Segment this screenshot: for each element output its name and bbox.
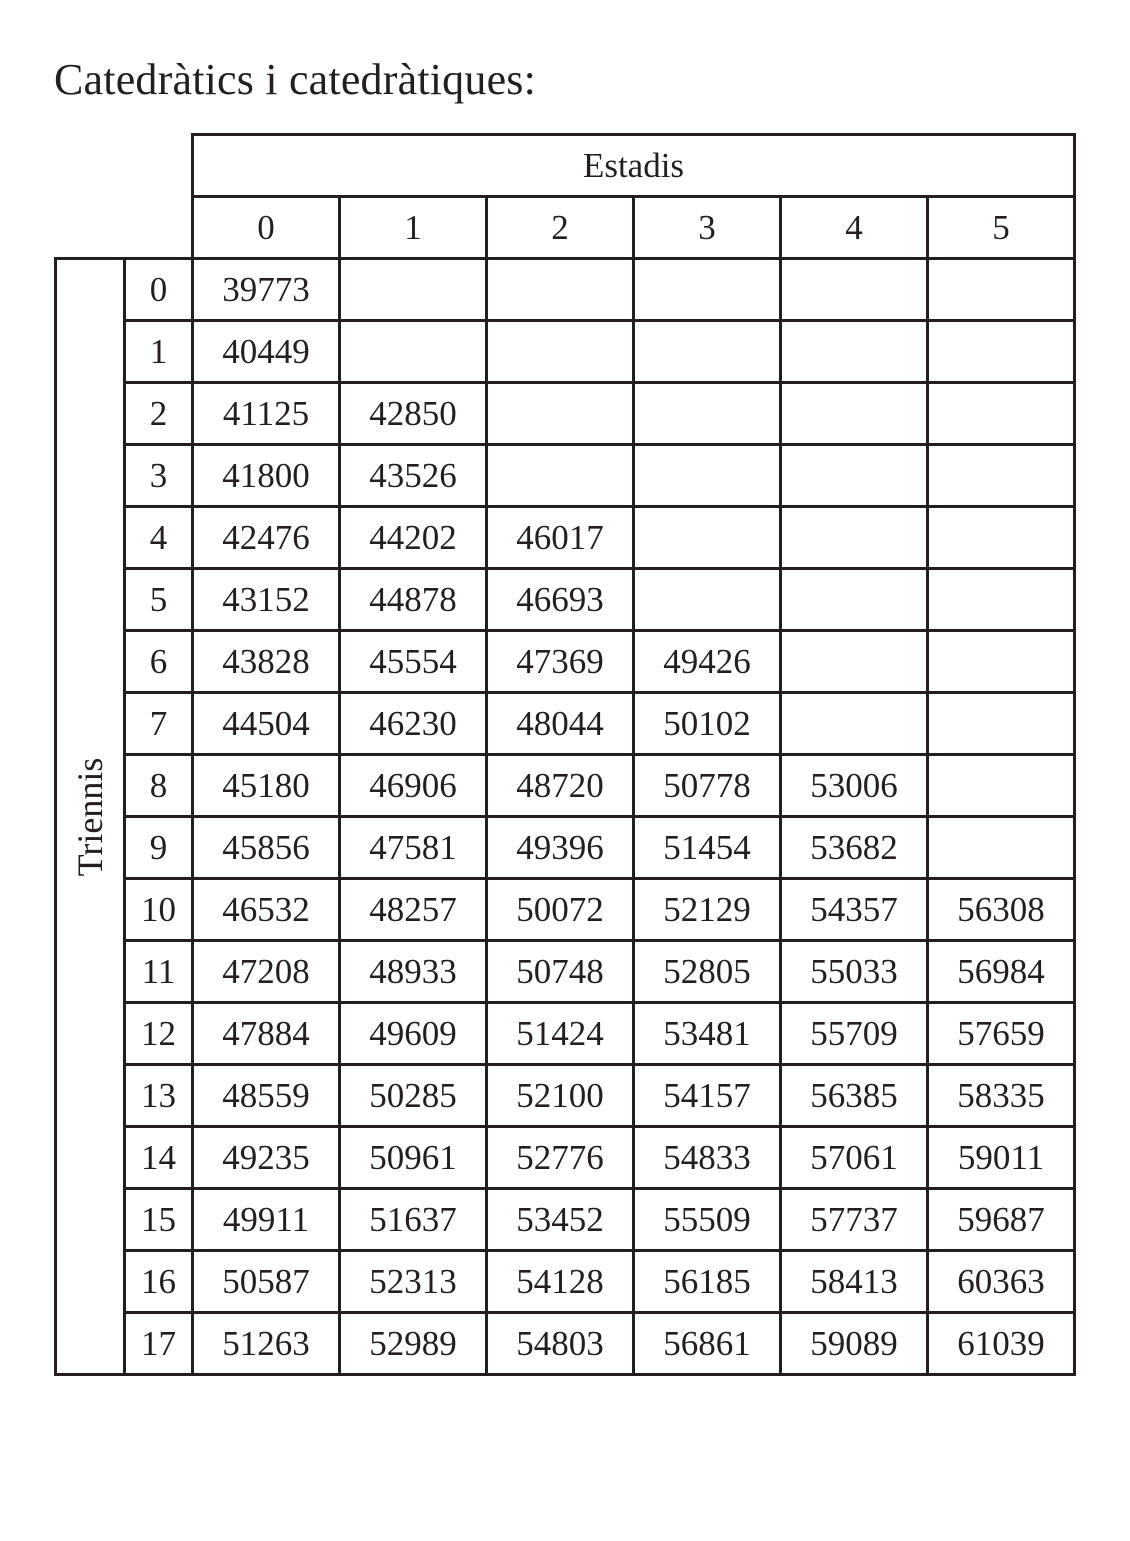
table-cell [487,321,634,383]
table-cell: 49426 [634,631,781,693]
col-group-header: Estadis [193,135,1075,197]
table-cell: 48720 [487,755,634,817]
table-row [56,445,1075,507]
table-cell: 56861 [634,1313,781,1375]
table-cell: 54803 [487,1313,634,1375]
table-cell: 44202 [340,507,487,569]
table-cell: 60363 [928,1251,1075,1313]
row-header: 9 [125,817,193,879]
table-cell: 50072 [487,879,634,941]
table-cell [781,569,928,631]
table-row [56,755,1075,817]
table-row [56,321,1075,383]
table-cell: 46230 [340,693,487,755]
row-header: 14 [125,1127,193,1189]
row-header: 0 [125,259,193,321]
table-cell: 46532 [193,879,340,941]
table-cell: 48044 [487,693,634,755]
column-header: 1 [340,197,487,259]
column-header: 3 [634,197,781,259]
page-title: Catedràtics i catedràtiques: [54,55,537,104]
row-header: 10 [125,879,193,941]
row-header: 5 [125,569,193,631]
table-cell [781,259,928,321]
table-cell [340,321,487,383]
table-cell: 50961 [340,1127,487,1189]
table-cell: 50778 [634,755,781,817]
row-header: 1 [125,321,193,383]
table-cell [928,383,1075,445]
table-cell: 41125 [193,383,340,445]
table-cell: 51454 [634,817,781,879]
table-cell: 56385 [781,1065,928,1127]
table-cell: 52313 [340,1251,487,1313]
table-row [56,383,1075,445]
table-cell: 53452 [487,1189,634,1251]
row-header: 12 [125,1003,193,1065]
table-cell: 52129 [634,879,781,941]
table-cell: 46906 [340,755,487,817]
table-cell: 54157 [634,1065,781,1127]
table-cell: 61039 [928,1313,1075,1375]
table-row [56,1313,1075,1375]
table-cell [487,383,634,445]
row-header: 16 [125,1251,193,1313]
table-row [56,507,1075,569]
table-cell: 42476 [193,507,340,569]
row-header: 8 [125,755,193,817]
table-cell: 48257 [340,879,487,941]
table-cell: 55709 [781,1003,928,1065]
table-cell: 56308 [928,879,1075,941]
row-header: 11 [125,941,193,1003]
table-cell: 58413 [781,1251,928,1313]
table-cell [487,259,634,321]
column-header: 5 [928,197,1075,259]
table-cell: 43152 [193,569,340,631]
table-cell [928,631,1075,693]
table-cell [634,383,781,445]
table-row [56,1189,1075,1251]
table-row [56,693,1075,755]
table-cell: 56984 [928,941,1075,1003]
table-cell [634,259,781,321]
table-cell: 59687 [928,1189,1075,1251]
row-header: 15 [125,1189,193,1251]
corner-blank [56,135,193,197]
table-cell [634,445,781,507]
table-cell [781,445,928,507]
column-header: 0 [193,197,340,259]
table-cell: 50285 [340,1065,487,1127]
table-row [56,569,1075,631]
row-group-header [56,259,125,1375]
table-cell: 45856 [193,817,340,879]
header-row-columns [56,197,1075,259]
table-cell: 51424 [487,1003,634,1065]
table-cell: 53481 [634,1003,781,1065]
table-cell [781,383,928,445]
table-cell: 57061 [781,1127,928,1189]
table-row [56,817,1075,879]
table-cell: 54128 [487,1251,634,1313]
table-cell: 50587 [193,1251,340,1313]
table-cell: 48559 [193,1065,340,1127]
table-cell [634,321,781,383]
table-cell [928,445,1075,507]
table-cell [634,569,781,631]
table-cell: 49396 [487,817,634,879]
table-cell [634,507,781,569]
table-cell [781,321,928,383]
table-cell: 46693 [487,569,634,631]
table-cell [928,259,1075,321]
row-header: 4 [125,507,193,569]
table-cell: 53006 [781,755,928,817]
table-cell: 59089 [781,1313,928,1375]
table-cell: 40449 [193,321,340,383]
table-row [56,1065,1075,1127]
table-cell: 49911 [193,1189,340,1251]
table-cell: 47581 [340,817,487,879]
table-cell: 42850 [340,383,487,445]
table-cell [781,631,928,693]
table-cell: 49235 [193,1127,340,1189]
table-cell: 44878 [340,569,487,631]
table-cell: 39773 [193,259,340,321]
table-cell: 46017 [487,507,634,569]
table-cell [928,817,1075,879]
table-cell: 45180 [193,755,340,817]
table-cell: 52100 [487,1065,634,1127]
table-cell: 45554 [340,631,487,693]
row-header: 2 [125,383,193,445]
table-cell: 51263 [193,1313,340,1375]
table-row [56,941,1075,1003]
table-cell: 41800 [193,445,340,507]
row-header: 7 [125,693,193,755]
salary-table [54,133,1076,1376]
table-cell: 44504 [193,693,340,755]
table-cell: 50102 [634,693,781,755]
table-cell: 54357 [781,879,928,941]
table-cell: 49609 [340,1003,487,1065]
table-row [56,879,1075,941]
row-header: 3 [125,445,193,507]
table-cell: 52776 [487,1127,634,1189]
table-cell [928,693,1075,755]
table-cell [487,445,634,507]
table-cell: 56185 [634,1251,781,1313]
table-cell: 57659 [928,1003,1075,1065]
table-cell: 47208 [193,941,340,1003]
table-cell: 51637 [340,1189,487,1251]
row-header: 6 [125,631,193,693]
table-cell [781,693,928,755]
table-row [56,631,1075,693]
table-cell [340,259,487,321]
header-row-group [56,135,1075,197]
corner-blank [56,197,193,259]
table-cell: 58335 [928,1065,1075,1127]
table-cell: 47369 [487,631,634,693]
table-cell: 59011 [928,1127,1075,1189]
table-cell [928,569,1075,631]
table-cell: 47884 [193,1003,340,1065]
table-cell [928,755,1075,817]
table-cell: 54833 [634,1127,781,1189]
table-row [56,1003,1075,1065]
table-cell: 55509 [634,1189,781,1251]
table-cell: 52805 [634,941,781,1003]
table-cell: 55033 [781,941,928,1003]
table-cell: 52989 [340,1313,487,1375]
column-header: 4 [781,197,928,259]
row-header: 13 [125,1065,193,1127]
table-cell: 57737 [781,1189,928,1251]
row-group-label: Triennis [70,757,110,876]
table-cell [928,507,1075,569]
table-row [56,1251,1075,1313]
table-cell: 53682 [781,817,928,879]
table-row [56,259,1075,321]
table-cell: 50748 [487,941,634,1003]
row-header: 17 [125,1313,193,1375]
table-cell [781,507,928,569]
table-cell: 43526 [340,445,487,507]
table-cell: 43828 [193,631,340,693]
table-cell: 48933 [340,941,487,1003]
table-row [56,1127,1075,1189]
column-header: 2 [487,197,634,259]
table-cell [928,321,1075,383]
